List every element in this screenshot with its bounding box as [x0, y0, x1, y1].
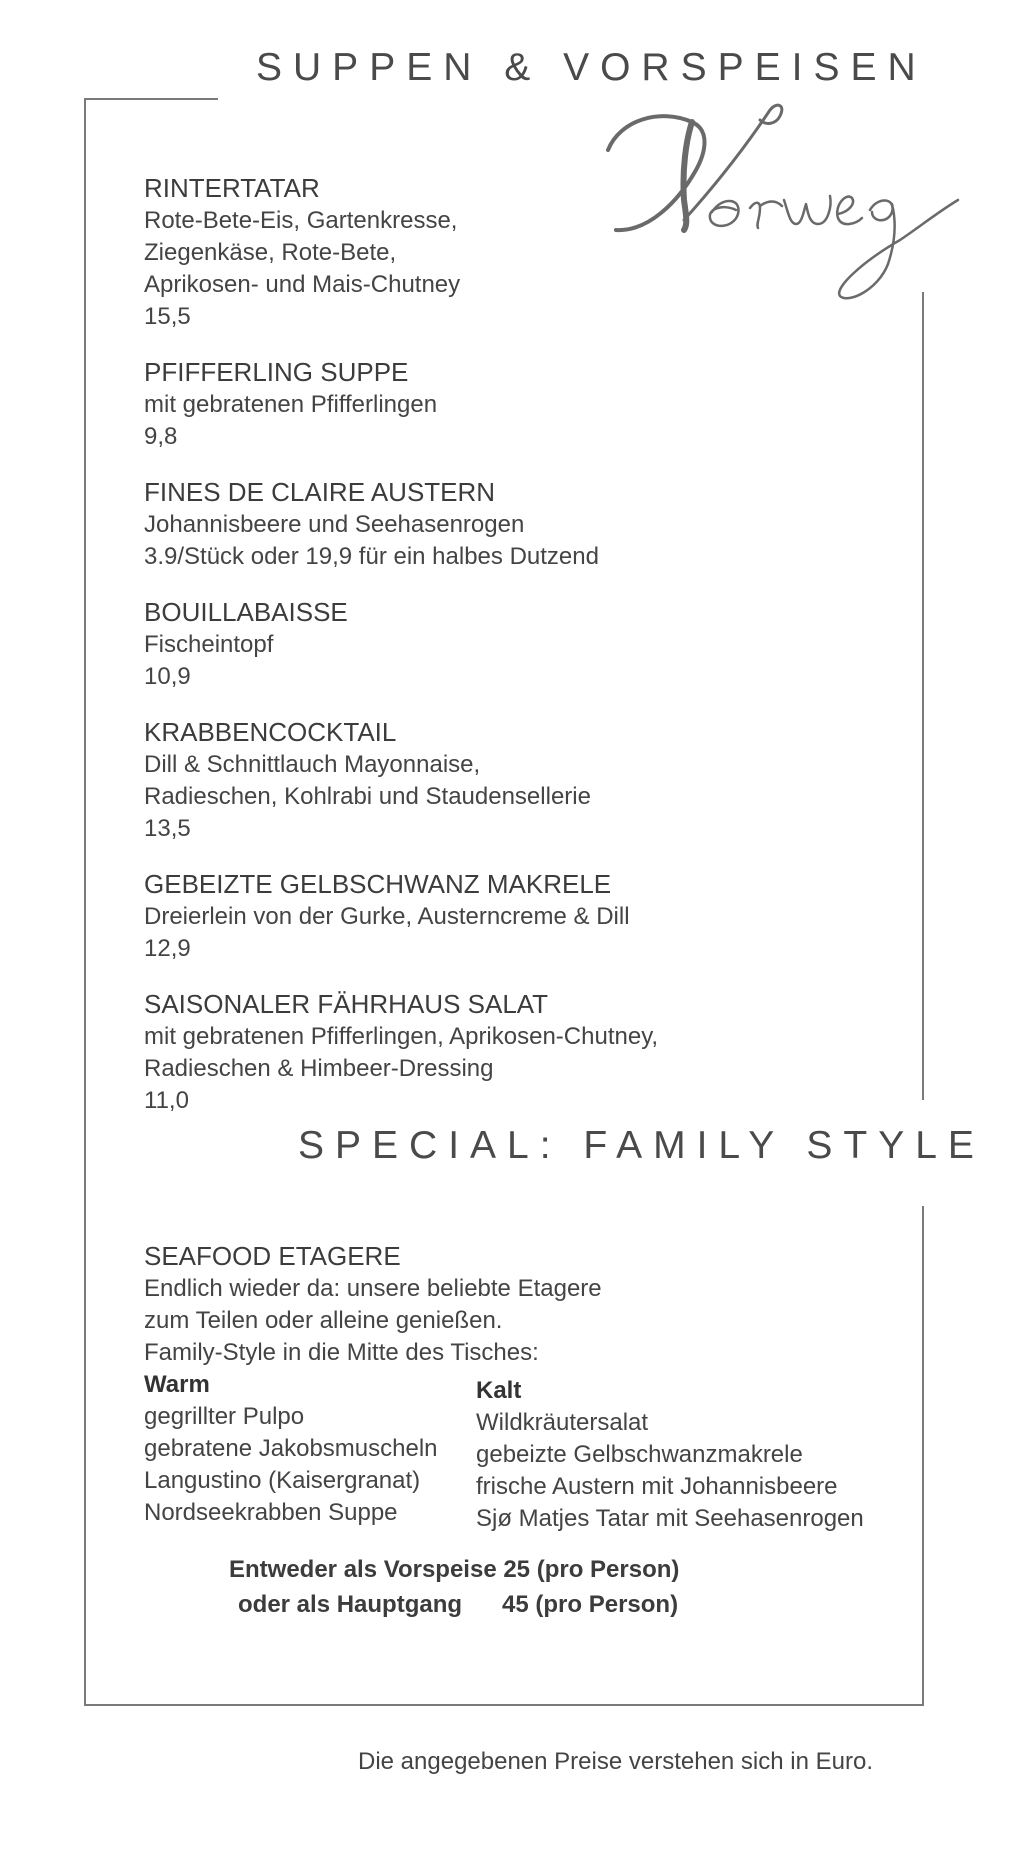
warm-item: Langustino (Kaisergranat) [144, 1467, 421, 1494]
special-description: zum Teilen oder alleine genießen. [144, 1307, 503, 1334]
item-price: 9,8 [144, 423, 178, 450]
item-description: Aprikosen- und Mais-Chutney [144, 271, 461, 298]
item-name: GEBEIZTE GELBSCHWANZ MAKRELE [144, 869, 612, 899]
warm-column [144, 1369, 438, 1529]
item-price: 3.9/Stück oder 19,9 für ein halbes Dutzend [144, 543, 599, 570]
kalt-item: Sjø Matjes Tatar mit Seehasenrogen [476, 1505, 864, 1532]
special-section [144, 1240, 924, 1539]
warm-label: Warm [144, 1371, 210, 1398]
warm-item: gegrillter Pulpo [144, 1403, 305, 1430]
item-description: Fischeintopf [144, 631, 274, 658]
special-price-starter: Entweder als Vorspeise 25 (pro Person) [229, 1556, 680, 1583]
menu-list [144, 172, 764, 1140]
warm-item: gebratene Jakobsmuscheln [144, 1435, 438, 1462]
special-description: Endlich wieder da: unsere beliebte Etagere [144, 1275, 602, 1302]
item-description: Johannisbeere und Seehasenrogen [144, 511, 525, 538]
warm-item: Nordseekrabben Suppe [144, 1499, 398, 1526]
frame-right-line-upper [922, 292, 924, 1100]
special-name: SEAFOOD ETAGERE [144, 1241, 401, 1271]
item-price: 13,5 [144, 815, 191, 842]
item-description: Rote-Bete-Eis, Gartenkresse, [144, 207, 458, 234]
kalt-item: gebeizte Gelbschwanzmakrele [476, 1441, 803, 1468]
special-description: Family-Style in die Mitte des Tisches: [144, 1339, 539, 1366]
special-price-main: oder als Hauptgang 45 (pro Person) [238, 1591, 679, 1618]
menu-item-rintertatar [144, 172, 764, 333]
item-description: Radieschen & Himbeer-Dressing [144, 1055, 494, 1082]
item-description: Dreierlein von der Gurke, Austerncreme & Dill [144, 903, 630, 930]
menu-item-austern [144, 476, 764, 573]
kalt-label: Kalt [476, 1377, 522, 1404]
item-price: 10,9 [144, 663, 191, 690]
item-name: FINES DE CLAIRE AUSTERN [144, 477, 496, 507]
item-name: PFIFFERLING SUPPE [144, 357, 409, 387]
item-name: BOUILLABAISSE [144, 597, 348, 627]
item-description: mit gebratenen Pfifferlingen [144, 391, 438, 418]
kalt-column [476, 1375, 864, 1535]
menu-item-salat [144, 988, 764, 1117]
item-price: 12,9 [144, 935, 191, 962]
item-description: Dill & Schnittlauch Mayonnaise, [144, 751, 481, 778]
menu-item-pfifferling-suppe [144, 356, 764, 453]
menu-item-krabbencocktail [144, 716, 764, 845]
menu-item-makrele [144, 868, 764, 965]
section-title: SUPPEN & VORSPEISEN [256, 46, 927, 89]
price-footnote: Die angegebenen Preise verstehen sich in Euro. [358, 1748, 873, 1775]
item-description: Radieschen, Kohlrabi und Staudensellerie [144, 783, 591, 810]
special-columns [144, 1369, 924, 1539]
item-price: 15,5 [144, 303, 191, 330]
item-name: RINTERTATAR [144, 173, 320, 203]
kalt-item: Wildkräutersalat [476, 1409, 649, 1436]
menu-item-bouillabaisse [144, 596, 764, 693]
frame-top-line [84, 98, 218, 100]
item-description: Ziegenkäse, Rote-Bete, [144, 239, 397, 266]
special-title: SPECIAL: FAMILY STYLE [298, 1124, 991, 1168]
item-description: mit gebratenen Pfifferlingen, Aprikosen-Chutney, [144, 1023, 659, 1050]
item-name: SAISONALER FÄHRHAUS SALAT [144, 989, 549, 1019]
item-name: KRABBENCOCKTAIL [144, 717, 397, 747]
frame-bottom-line [84, 1704, 924, 1706]
kalt-item: frische Austern mit Johannisbeere [476, 1473, 838, 1500]
item-price: 11,0 [144, 1087, 189, 1114]
frame-left-line [84, 98, 86, 1706]
